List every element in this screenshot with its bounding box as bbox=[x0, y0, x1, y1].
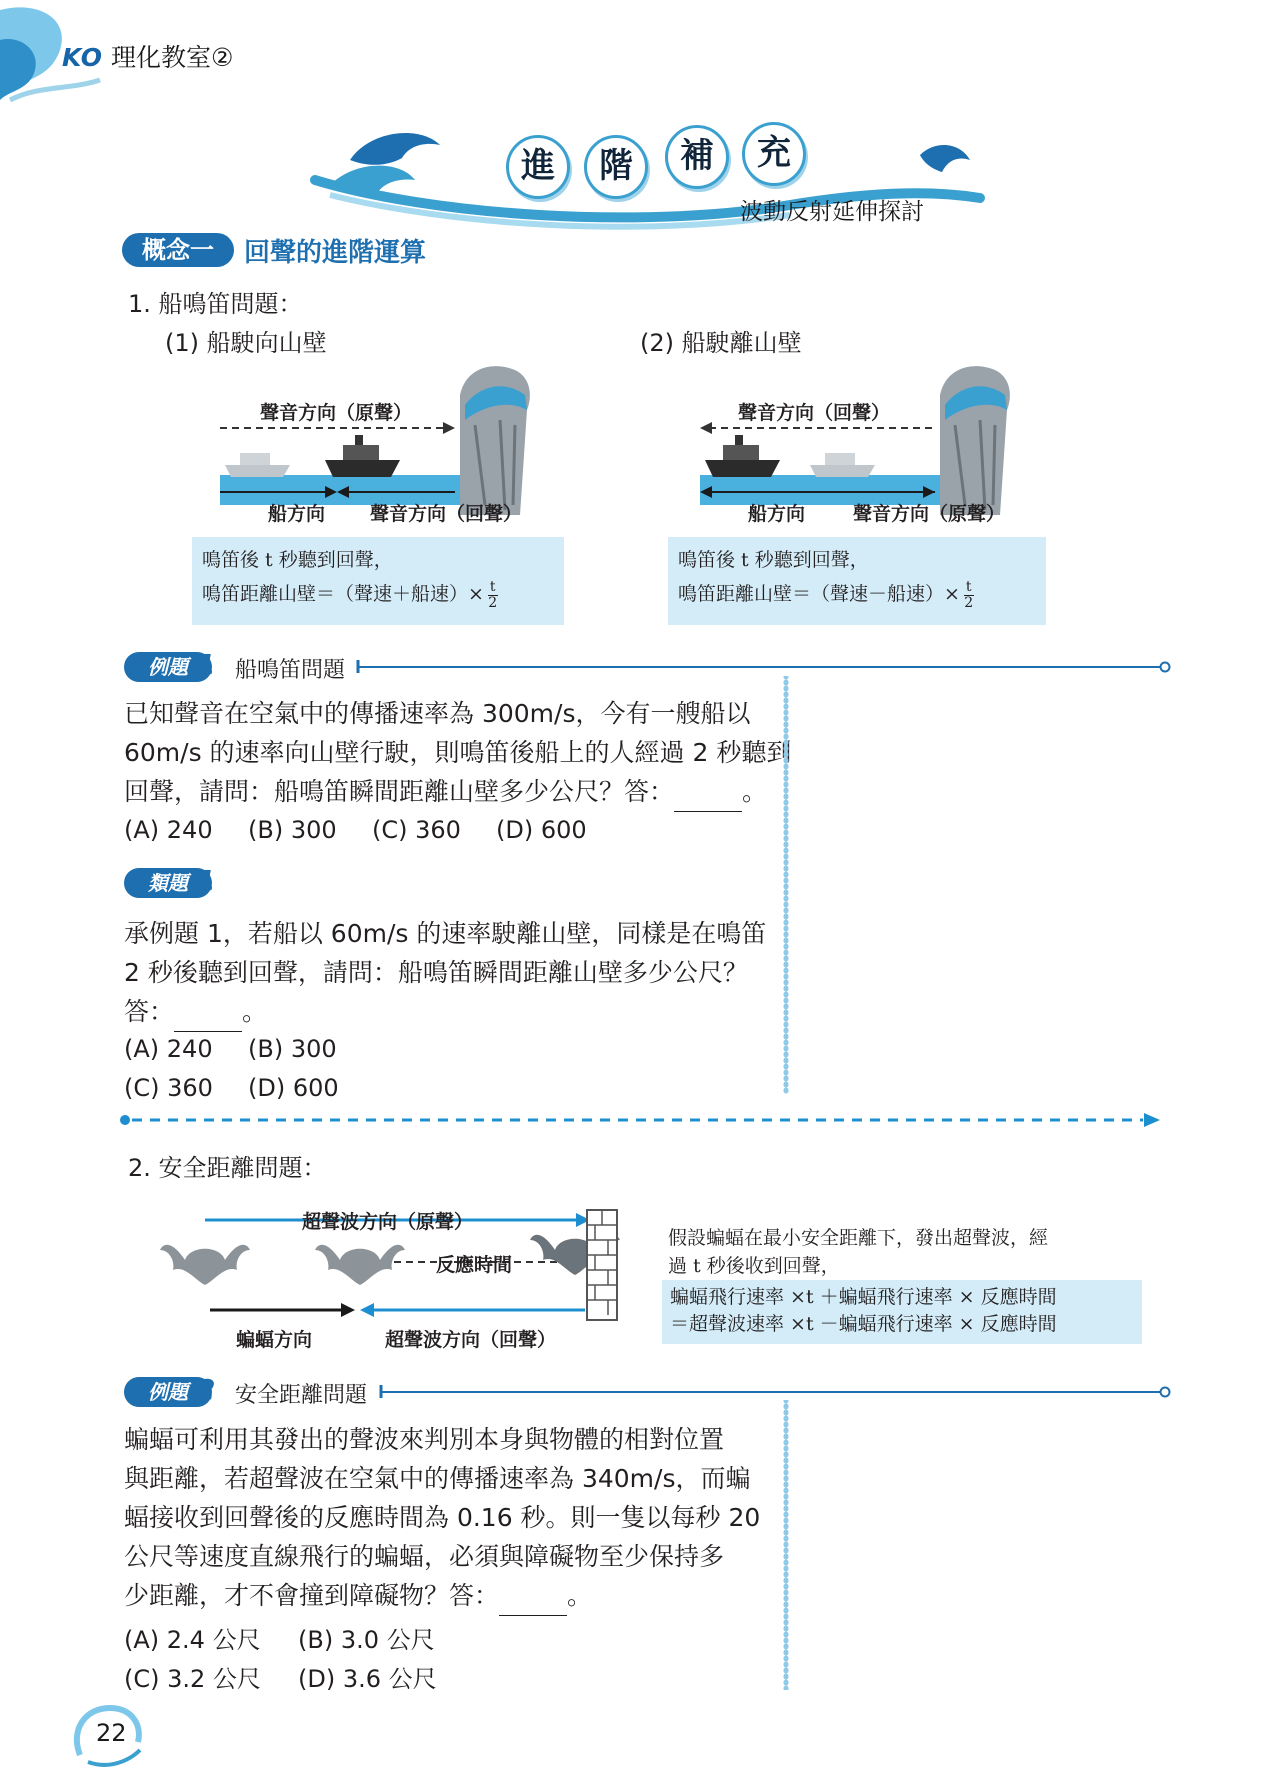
formula-line: 蝙蝠飛行速率 ×t ＋蝙蝠飛行速率 × 反應時間 bbox=[670, 1286, 1057, 1308]
formula-line bbox=[202, 577, 554, 611]
similar-tag: 類題 bbox=[124, 868, 212, 898]
fraction-numerator: t bbox=[965, 578, 972, 595]
option-d[interactable]: (D) 600 bbox=[248, 1074, 339, 1102]
example-title: 船鳴笛問題 bbox=[235, 658, 346, 683]
bat-icon-faded bbox=[160, 1245, 250, 1285]
question-end: 。 bbox=[242, 997, 268, 1026]
ship-icon bbox=[705, 435, 780, 477]
book-title: 理化教室② bbox=[110, 43, 234, 72]
option-a[interactable]: (A) 2.4 公尺 bbox=[124, 1626, 261, 1654]
bat-formula-box bbox=[662, 1280, 1142, 1344]
section2-heading: 2. 安全距離問題： bbox=[128, 1154, 327, 1182]
ship-icon-faded bbox=[225, 453, 290, 477]
example-tag: 例題 bbox=[124, 1377, 212, 1407]
formula-line bbox=[678, 577, 1036, 611]
note-line: 過 t 秒後收到回聲， bbox=[668, 1255, 840, 1277]
question-line: 2 秒後聽到回聲，請問：船鳴笛瞬間距離山壁多少公尺？ bbox=[124, 958, 748, 987]
ship-icon bbox=[325, 435, 400, 477]
example-title: 安全距離問題 bbox=[235, 1383, 368, 1408]
option-a[interactable]: (A) 240 bbox=[124, 816, 213, 844]
formula-line: 鳴笛後 t 秒聽到回聲， bbox=[678, 549, 869, 571]
bat-arrow-top-label: 超聲波方向（原聲） bbox=[302, 1211, 474, 1233]
example-tag: 例題 bbox=[124, 652, 212, 682]
question-line: 60m/s 的速率向山壁行駛，則鳴笛後船上的人經過 2 秒聽到 bbox=[124, 738, 792, 767]
option-c[interactable]: (C) 360 bbox=[124, 1074, 213, 1102]
banner-subtitle: 波動反射延伸探討 bbox=[740, 199, 924, 225]
cliff-icon bbox=[460, 366, 530, 515]
similar1-text bbox=[124, 914, 766, 1032]
diagram2-arrow-right-label: 聲音方向（原聲） bbox=[853, 503, 1006, 525]
question-line: 已知聲音在空氣中的傳播速率為 300m/s，今有一艘船以 bbox=[124, 699, 751, 728]
example1-text bbox=[124, 694, 791, 812]
diagram2-arrow-top-label: 聲音方向（回聲） bbox=[738, 402, 891, 424]
option-b[interactable]: (B) 300 bbox=[248, 816, 337, 844]
reaction-time-label: 反應時間 bbox=[436, 1254, 513, 1276]
question-text: 少距離，才不會撞到障礙物？答： bbox=[124, 1581, 500, 1610]
question-text: 回聲，請問：船鳴笛瞬間距離山壁多少公尺？答： bbox=[124, 777, 675, 806]
question-line: 蝙蝠可利用其發出的聲波來判別本身與物體的相對位置 bbox=[124, 1425, 725, 1454]
formula-text: 鳴笛距離山壁＝（聲速＋船速）× bbox=[202, 583, 484, 605]
banner-char-2: 階 bbox=[584, 135, 648, 199]
formula-box-away bbox=[668, 537, 1046, 625]
option-c[interactable]: (C) 3.2 公尺 bbox=[124, 1665, 261, 1693]
concept-tag-char: 念 bbox=[166, 236, 190, 264]
column-divider bbox=[781, 1400, 791, 1690]
concept-tag-char: 概 bbox=[142, 236, 166, 264]
formula-line: 鳴笛後 t 秒聽到回聲， bbox=[202, 549, 393, 571]
book-logo: KO bbox=[62, 43, 104, 72]
option-d[interactable]: (D) 3.6 公尺 bbox=[298, 1665, 437, 1693]
section-divider bbox=[118, 1112, 1163, 1128]
banner-char-4: 充 bbox=[742, 122, 806, 186]
option-b[interactable]: (B) 3.0 公尺 bbox=[298, 1626, 435, 1654]
option-c[interactable]: (C) 360 bbox=[372, 816, 461, 844]
column-divider bbox=[781, 676, 791, 1096]
example2-text bbox=[124, 1420, 760, 1616]
question-end: 。 bbox=[742, 777, 768, 806]
answer-blank[interactable] bbox=[174, 992, 242, 1032]
answer-blank[interactable] bbox=[674, 772, 742, 812]
question-line: 公尺等速度直線飛行的蝙蝠，必須與障礙物至少保持多 bbox=[124, 1542, 725, 1571]
banner-char-3: 補 bbox=[665, 125, 729, 189]
bat-arrow-left-label: 蝙蝠方向 bbox=[236, 1329, 313, 1351]
option-a[interactable]: (A) 240 bbox=[124, 1035, 213, 1063]
example-number: 2 bbox=[196, 1373, 216, 1406]
question-line bbox=[124, 992, 766, 1032]
dolphin-icon bbox=[330, 133, 440, 194]
question-line bbox=[124, 1576, 760, 1616]
header-book-title bbox=[62, 38, 233, 74]
question-line bbox=[124, 772, 791, 812]
option-b[interactable]: (B) 300 bbox=[248, 1035, 337, 1063]
question-end: 。 bbox=[567, 1581, 593, 1610]
concept-tag bbox=[122, 233, 234, 267]
similar-number: 1 bbox=[196, 864, 216, 897]
fraction bbox=[488, 580, 498, 611]
formula-box-toward bbox=[192, 537, 564, 625]
bat-arrow-right-label: 超聲波方向（回聲） bbox=[385, 1329, 557, 1351]
diagram1-arrow-left-label: 船方向 bbox=[268, 503, 326, 525]
diagram1-arrow-right-label: 聲音方向（回聲） bbox=[370, 503, 523, 525]
example-number: 1 bbox=[196, 648, 216, 681]
bat-icon-faded bbox=[315, 1245, 405, 1285]
page-number: 22 bbox=[96, 1719, 127, 1747]
dolphin-icon bbox=[920, 145, 970, 172]
question-line: 承例題 1，若船以 60m/s 的速率駛離山壁，同樣是在鳴笛 bbox=[124, 919, 767, 948]
question-line: 蝠接收到回聲後的反應時間為 0.16 秒。則一隻以每秒 20 bbox=[124, 1503, 761, 1532]
formula-line: ＝超聲波速率 ×t －蝙蝠飛行速率 × 反應時間 bbox=[670, 1313, 1057, 1335]
answer-blank[interactable] bbox=[499, 1576, 567, 1616]
ship-icon-faded bbox=[810, 453, 875, 477]
part1-label: (1) 船駛向山壁 bbox=[165, 329, 327, 357]
concept-title: 回聲的進階運算 bbox=[244, 238, 427, 268]
bat-assumption-note bbox=[668, 1224, 1048, 1280]
banner-char-1: 進 bbox=[506, 135, 570, 199]
concept-tag-char: 一 bbox=[190, 236, 214, 264]
option-d[interactable]: (D) 600 bbox=[496, 816, 587, 844]
question-text: 答： bbox=[124, 997, 175, 1026]
example-title-rule bbox=[378, 1384, 1178, 1400]
note-line: 假設蝙蝠在最小安全距離下，發出超聲波，經 bbox=[668, 1227, 1049, 1249]
section1-heading: 1. 船鳴笛問題： bbox=[128, 290, 303, 318]
example-title-rule bbox=[355, 659, 1175, 675]
cliff-icon bbox=[940, 366, 1010, 515]
part2-label: (2) 船駛離山壁 bbox=[640, 329, 802, 357]
fraction bbox=[964, 580, 974, 611]
diagram1-arrow-top-label: 聲音方向（原聲） bbox=[260, 402, 413, 424]
diagram2-arrow-left-label: 船方向 bbox=[748, 503, 806, 525]
brick-wall-icon bbox=[587, 1210, 617, 1320]
fraction-denominator: 2 bbox=[964, 594, 974, 611]
fraction-numerator: t bbox=[489, 578, 496, 595]
fraction-denominator: 2 bbox=[488, 594, 498, 611]
question-line: 與距離，若超聲波在空氣中的傳播速率為 340m/s，而蝙 bbox=[124, 1464, 751, 1493]
formula-text: 鳴笛距離山壁＝（聲速－船速）× bbox=[678, 583, 960, 605]
